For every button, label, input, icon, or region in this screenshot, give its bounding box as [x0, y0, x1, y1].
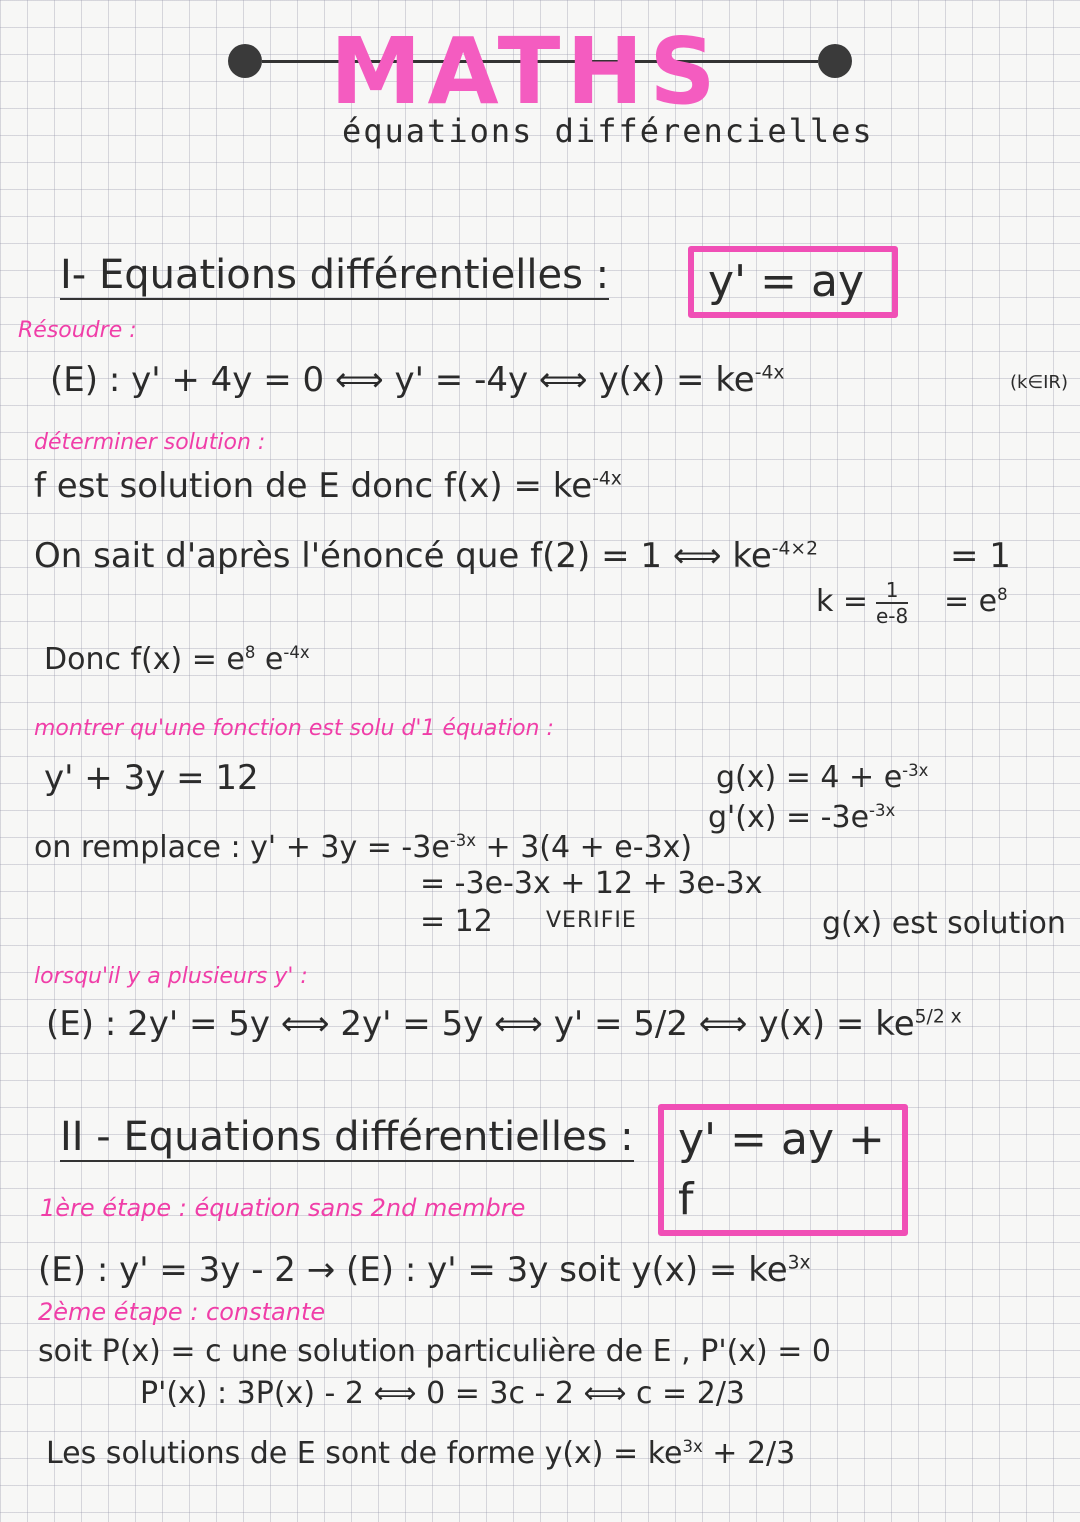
binder-hole-right [818, 44, 852, 78]
line4-left: k = [816, 584, 869, 619]
g1-line: $g(x) = 4 + e^{-3x}$ [716, 760, 929, 795]
line-p2: P'(x) : 3P(x) - 2 ⟺ 0 = 3c - 2 ⟺ c = 2/3 [140, 1376, 746, 1411]
g2-line: $g'(x) = -3e^{-3x}$ [708, 800, 896, 835]
section1-formula-box: y' = ay [688, 246, 898, 318]
line4-right: = $e^8$ [944, 584, 1008, 619]
eq1-line: (E) : y' + 4y = 0 ⟺ y' = -4y ⟺ $y(x) = ke^{-4x}$ [50, 360, 785, 400]
resoudre-label: Résoudre : [18, 318, 137, 343]
section2-formula-box: y' = ay + f [658, 1104, 908, 1236]
eq2-line: y' + 3y = 12 [44, 758, 259, 798]
section1-title: I- Equations différentielles : [60, 252, 610, 298]
line4-fraction: 1 e-8 [876, 578, 909, 628]
line3: On sait d'après l'énoncé que f(2) = 1 ⟺ $ke^{-4\times 2}$ [34, 536, 818, 576]
plusieurs-label: lorsqu'il y a plusieurs y' : [34, 964, 308, 989]
line2: f est solution de E donc $f(x) = ke^{-4x}$ [34, 466, 622, 506]
verifie-text: VERIFIE [546, 908, 637, 933]
remplace-line2: = -3e-3x + 12 + 3e-3x [420, 866, 763, 901]
determiner-label: déterminer solution : [34, 430, 266, 455]
page-title: MATHS [330, 18, 722, 125]
binder-hole-left [228, 44, 262, 78]
section2-eq1: (E) : y' = 3y - 2 → (E) : y' = 3y soit $y(x) = ke^{3x}$ [38, 1250, 811, 1290]
line-p: soit P(x) = c une solution particulière de E , P'(x) = 0 [38, 1334, 832, 1369]
line3-right: = 1 [950, 536, 1011, 576]
montrer-label: montrer qu'une fonction est solu d'1 équation : [34, 716, 554, 741]
eq3-line: (E) : 2y' = 5y ⟺ 2y' = 5y ⟺ y' = 5/2 ⟺ $y(x) = ke^{5/2 x}$ [46, 1004, 962, 1044]
section2-title: II - Equations différentielles : [60, 1114, 634, 1160]
final-line: Les solutions de E sont de forme $y(x) = ke^{3x} + 2/3$ [46, 1436, 796, 1471]
remplace-line3: = 12 [420, 904, 493, 939]
step2-label: 2ème étape : constante [38, 1298, 326, 1326]
step1-label: 1ère étape : équation sans 2nd membre [40, 1194, 526, 1222]
page-subtitle: équations différencielles [342, 112, 874, 150]
g-solution: g(x) est solution [822, 906, 1066, 941]
eq1-note: (k∈IR) [1010, 372, 1068, 393]
remplace-line: on remplace : $y' + 3y = -3e^{-3x} + 3(4 + e-3x)$ [34, 830, 693, 865]
donc-line: Donc $f(x) = e^8$ $e^{-4x}$ [44, 642, 310, 677]
